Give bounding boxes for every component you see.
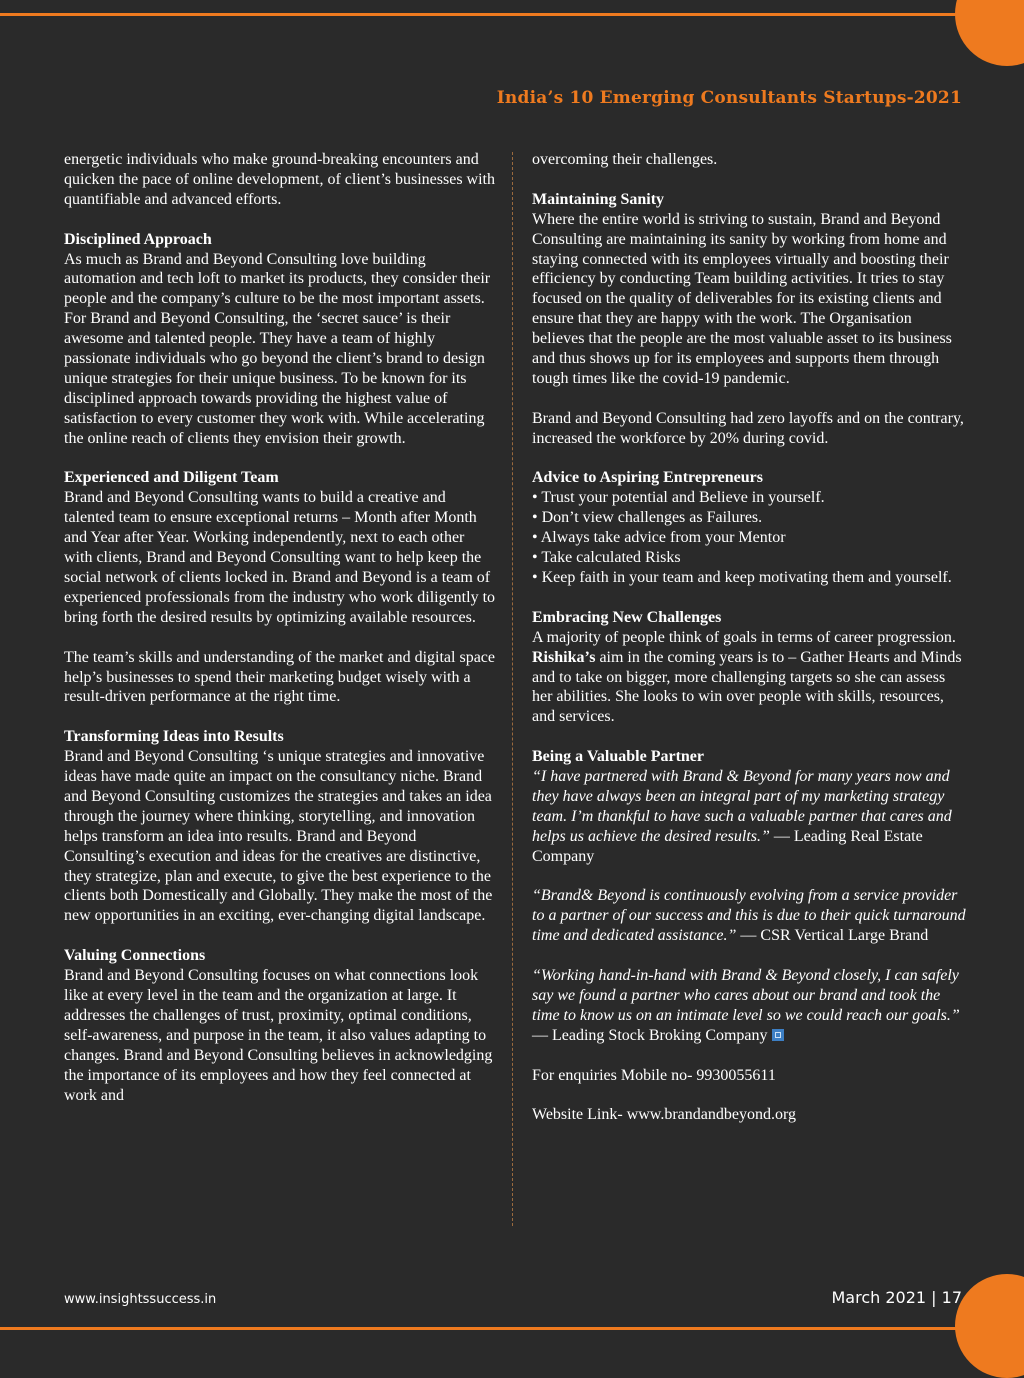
section-partner: [532, 747, 966, 866]
testimonial-source: — Leading Real Estate Company: [532, 827, 923, 865]
section-body: Brand and Beyond Consulting ‘s unique strategies and innovative ideas have made quite an impact on the consultancy niche. Brand and Beyond Consulting customizes the strategies and takes an idea through the journey where thinking, storytelling, and innovation helps transform an idea into results. Brand and Beyond Consulting’s execution and ideas for the creatives are distinctive, they strategize, plan and execute, to give the best experience to the clients both Domestically and Globally. They make the most of the new opportunities in an exciting, ever-changing digital landscape.: [64, 748, 493, 925]
section-challenges: [532, 608, 966, 727]
testimonial-3: [532, 966, 966, 1046]
column-divider: [512, 152, 513, 1226]
section-heading: Experienced and Diligent Team: [64, 469, 279, 487]
section-body: Brand and Beyond Consulting wants to build a creative and talented team to ensure exceptional returns – Month after Month and Year after Year. Working independently, next to each other with clients, Brand and Beyond Consulting want to help keep the social network of clients locked in. Brand and Beyond is a team of experienced professionals from the industry who work diligently to bring forth the desired results by optimizing available resources.: [64, 489, 496, 626]
end-mark-icon: [772, 1029, 784, 1041]
testimonial-quote: “Brand& Beyond is continuously evolving from a service provider to a partner of our success and this is due to their quick turnaround time and dedicated assistance.”: [532, 887, 966, 945]
testimonial-source: — Leading Stock Broking Company: [532, 1026, 768, 1044]
list-item: • Always take advice from your Mentor: [532, 528, 966, 548]
section-heading: Advice to Aspiring Entrepreneurs: [532, 469, 763, 487]
section-body: Brand and Beyond Consulting focuses on what connections look like at every level in the team and the organization at large. It addresses the challenges of trust, proximity, optimal conditions, self-awareness, and purpose in the team, it also values adapting to changes. Brand and Beyond Consulting believes in acknowledging the importance of its employees and how they feel connected at work and: [64, 967, 493, 1104]
website-line: Website Link- www.brandandbeyond.org: [532, 1106, 796, 1124]
section-experienced: [64, 468, 496, 627]
section-disciplined: [64, 230, 496, 449]
intro-paragraph: energetic individuals who make ground-breaking encounters and quicken the pace of online development, of client’s businesses with quantifiable and advanced efforts.: [64, 151, 495, 208]
section-sanity: [532, 190, 966, 389]
section-body: As much as Brand and Beyond Consulting love building automation and tech loft to market its products, they consider their people and the company’s culture to be the most important assets. For Brand and Beyond Consulting, the ‘secret sauce’ is their awesome and talented people. They have a team of highly passionate individuals who go beyond the client’s brand to design unique strategies for their unique business. To be known for its disciplined approach towards providing the highest value of satisfaction to every customer they work with. While accelerating the online reach of clients they envision their growth.: [64, 250, 491, 447]
section-heading: Embracing New Challenges: [532, 608, 722, 626]
testimonial-quote: “Working hand-in-hand with Brand & Beyond closely, I can safely say we found a partner who cares about our brand and took the time to know us on an intimate level so we could reach our goals.”: [532, 967, 960, 1024]
testimonial-source: — CSR Vertical Large Brand: [736, 927, 929, 945]
left-column: [64, 150, 496, 1125]
paragraph-layoffs: Brand and Beyond Consulting had zero layoffs and on the contrary, increased the workforce by 20% during covid.: [532, 409, 964, 447]
continued-paragraph: overcoming their challenges.: [532, 151, 718, 168]
section-body-b: aim in the coming years is to – Gather Hearts and Minds and to take on bigger, more challenging targets so she can assess her abilities. She looks to win over people with skills, resources, and services.: [532, 648, 962, 726]
section-heading: Transforming Ideas into Results: [64, 728, 284, 746]
page-header-title: India’s 10 Emerging Consultants Startups-2021: [496, 88, 962, 108]
testimonial-quote: “I have partnered with Brand & Beyond for many years now and they have always been an integral part of my marketing strategy team. I’m thankful to have such a valuable partner that cares and helps us achieve the desired results.”: [532, 768, 952, 845]
section-body: Where the entire world is striving to sustain, Brand and Beyond Consulting are maintaining its sanity by working from home and staying connected with its employees virtually and boosting their efficiency by conducting Team building activities. It tries to stay focused on the quality of deliverables for its existing clients and ensure that they are happy with the work. The Organisation believes that the people are the most valuable asset to its business and thus shows up for its employees and supports them through tough times like the covid-19 pandemic.: [532, 210, 952, 387]
footer-page-number: March 2021 | 17: [831, 1288, 962, 1307]
list-item: • Don’t view challenges as Failures.: [532, 508, 966, 528]
section-heading: Maintaining Sanity: [532, 190, 665, 208]
enquiry-line: For enquiries Mobile no- 9930055611: [532, 1066, 776, 1084]
list-item: • Trust your potential and Believe in yourself.: [532, 488, 966, 508]
section-advice: [532, 468, 966, 587]
section-transforming: [64, 727, 496, 926]
bottom-rule: [0, 1327, 1024, 1330]
right-column: [532, 150, 966, 1145]
section-heading: Being a Valuable Partner: [532, 748, 705, 766]
section-heading: Disciplined Approach: [64, 230, 212, 248]
testimonial-2: [532, 886, 966, 946]
person-name: Rishika’s: [532, 648, 596, 666]
list-item: • Take calculated Risks: [532, 548, 966, 568]
bottom-corner-circle: [955, 1274, 1024, 1378]
list-item: • Keep faith in your team and keep motivating them and yourself.: [532, 568, 966, 588]
footer-website: www.insightssuccess.in: [64, 1292, 217, 1307]
paragraph-skills: The team’s skills and understanding of the market and digital space help’s businesses to spend their marketing budget wisely with a result-driven performance at the right time.: [64, 648, 495, 706]
advice-list: [532, 488, 966, 588]
section-heading: Valuing Connections: [64, 947, 206, 965]
section-valuing: [64, 946, 496, 1105]
top-rule: [0, 13, 1024, 16]
section-body-a: A majority of people think of goals in terms of career progression.: [532, 628, 956, 646]
top-corner-circle: [955, 0, 1024, 66]
